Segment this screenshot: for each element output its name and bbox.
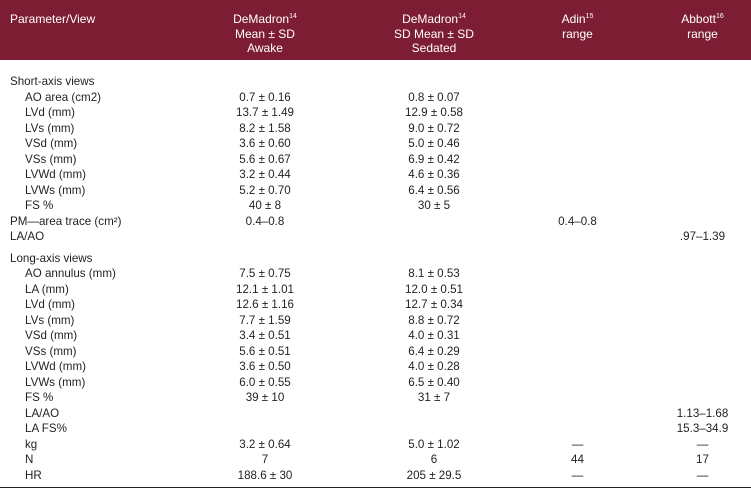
- table-row: [0, 406, 751, 422]
- cell-awake: 8.2 ± 1.58: [239, 121, 291, 135]
- section-heading: Long-axis views: [10, 251, 93, 265]
- row-label: AO annulus (mm): [25, 267, 116, 280]
- cell-sedated: 12.0 ± 0.51: [405, 282, 463, 296]
- header-source-name: Adin: [561, 12, 586, 26]
- header-line-2: range: [562, 26, 593, 41]
- row-label: kg: [25, 437, 38, 451]
- cell-sedated: 4.0 ± 0.31: [408, 329, 460, 342]
- cell-sedated: 6.9 ± 0.42: [408, 152, 460, 166]
- table-row: [0, 437, 751, 453]
- cell-sedated: 6.4 ± 0.29: [408, 344, 460, 358]
- table-bottom-rule: [0, 487, 751, 488]
- cell-awake: 3.6 ± 0.50: [239, 360, 291, 373]
- cell-awake: 39 ± 10: [245, 391, 285, 404]
- header-line-1: [190, 12, 340, 27]
- row-label: VSd (mm): [25, 329, 78, 342]
- header-reference: 15: [585, 13, 594, 20]
- cell-awake: 13.7 ± 1.49: [236, 106, 294, 119]
- cell-awake: 7.5 ± 0.75: [239, 267, 291, 280]
- header-source-name: Abbott: [681, 12, 716, 26]
- section-heading-row: [0, 251, 751, 267]
- header-adin-range: [540, 12, 615, 41]
- cell-adin: 0.4–0.8: [558, 214, 597, 228]
- row-label: LVWs (mm): [25, 375, 86, 389]
- cell-awake: 7: [261, 453, 269, 466]
- header-source-name: DeMadron: [402, 12, 459, 26]
- row-label: VSs (mm): [25, 152, 77, 166]
- cell-abbott: 15.3–34.9: [676, 422, 729, 435]
- cell-adin: 44: [571, 453, 584, 466]
- table-row: [0, 297, 751, 313]
- header-line-2: range: [687, 26, 718, 41]
- cell-sedated: 12.7 ± 0.34: [405, 298, 463, 311]
- table-row: [0, 152, 751, 168]
- header-demadron-sedated: [359, 12, 509, 56]
- cell-awake: 6.0 ± 0.55: [239, 375, 291, 389]
- table-row: [0, 214, 751, 230]
- table-row: [0, 452, 751, 468]
- table-row: [0, 313, 751, 329]
- table-row: [0, 105, 751, 121]
- table-row: [0, 359, 751, 375]
- row-label: FS %: [25, 199, 54, 212]
- header-line-1: [665, 12, 740, 27]
- row-label: LVs (mm): [25, 313, 75, 327]
- cell-sedated: 6: [430, 453, 438, 466]
- cell-sedated: 9.0 ± 0.72: [408, 121, 460, 135]
- row-label: VSd (mm): [25, 137, 78, 150]
- row-label: LVWs (mm): [25, 183, 86, 197]
- header-line-2: Mean ± SD: [235, 26, 295, 41]
- row-label: LA/AO: [10, 230, 45, 243]
- row-label: LA/AO: [25, 406, 60, 420]
- header-line-2: SD Mean ± SD: [394, 26, 474, 41]
- cell-adin: —: [571, 468, 584, 482]
- row-label: LVs (mm): [25, 121, 75, 135]
- table-row: [0, 468, 751, 484]
- row-label: PM—area trace (cm²): [10, 214, 122, 228]
- header-demadron-awake: [190, 12, 340, 56]
- cell-awake: 188.6 ± 30: [237, 468, 293, 482]
- table-row: [0, 136, 751, 152]
- cell-sedated: 8.8 ± 0.72: [408, 313, 460, 327]
- cell-sedated: 4.6 ± 0.36: [408, 168, 460, 181]
- cell-awake: 12.6 ± 1.16: [236, 298, 294, 311]
- cell-adin: —: [571, 437, 584, 451]
- table-row: [0, 421, 751, 437]
- header-source-name: DeMadron: [233, 12, 290, 26]
- cell-awake: 3.2 ± 0.44: [239, 168, 291, 181]
- cell-sedated: 5.0 ± 1.02: [408, 437, 460, 451]
- cell-sedated: 6.4 ± 0.56: [408, 183, 460, 197]
- table-row: [0, 328, 751, 344]
- cell-awake: 5.2 ± 0.70: [239, 183, 291, 197]
- cell-awake: 5.6 ± 0.67: [239, 152, 291, 166]
- row-label: VSs (mm): [25, 344, 77, 358]
- cell-sedated: 205 ± 29.5: [406, 468, 462, 482]
- cell-awake: 0.4–0.8: [245, 214, 285, 228]
- header-parameter-view: [10, 12, 95, 27]
- header-line-1: [359, 12, 509, 27]
- table-row: [0, 282, 751, 298]
- table-row: [0, 266, 751, 282]
- row-label: AO area (cm2): [25, 90, 102, 104]
- table-row: [0, 90, 751, 106]
- section-heading-row: [0, 74, 751, 90]
- header-reference: 14: [458, 13, 466, 20]
- row-label: LVWd (mm): [25, 360, 86, 373]
- header-reference: 14: [289, 13, 297, 20]
- row-label: LA FS%: [25, 422, 67, 435]
- table-body: [0, 74, 751, 483]
- row-label: LA (mm): [25, 282, 69, 296]
- table-row: [0, 167, 751, 183]
- row-label: LVd (mm): [25, 106, 76, 119]
- cell-sedated: 30 ± 5: [417, 199, 451, 212]
- table-row: [0, 344, 751, 360]
- cell-sedated: 4.0 ± 0.28: [408, 360, 460, 373]
- table-row: [0, 375, 751, 391]
- cell-awake: 3.2 ± 0.64: [239, 437, 291, 451]
- header-line-1: [540, 12, 615, 27]
- cell-sedated: 0.8 ± 0.07: [408, 90, 460, 104]
- row-label: HR: [25, 468, 42, 482]
- cell-awake: 5.6 ± 0.51: [239, 344, 291, 358]
- header-line-3: Awake: [247, 41, 283, 55]
- header-line-3: Sedated: [411, 41, 457, 55]
- cell-sedated: 5.0 ± 0.46: [408, 137, 460, 150]
- cell-abbott: —: [696, 437, 709, 451]
- header-reference: 16: [715, 13, 724, 20]
- table-row: [0, 183, 751, 199]
- cell-awake: 3.6 ± 0.60: [239, 137, 291, 150]
- cell-awake: 12.1 ± 1.01: [236, 282, 294, 296]
- cell-sedated: 6.5 ± 0.40: [408, 375, 460, 389]
- row-label: FS %: [25, 391, 54, 404]
- row-label: LVd (mm): [25, 298, 76, 311]
- cell-awake: 3.4 ± 0.51: [239, 329, 291, 342]
- cell-sedated: 12.9 ± 0.58: [405, 106, 463, 119]
- cell-awake: 0.7 ± 0.16: [239, 90, 291, 104]
- cell-abbott: —: [696, 468, 709, 482]
- table-row: [0, 390, 751, 406]
- cell-abbott: 17: [696, 453, 709, 466]
- header-parameter-label: Parameter/View: [10, 12, 96, 26]
- table-row: [0, 121, 751, 137]
- cell-abbott: .97–1.39: [679, 230, 726, 243]
- row-label: LVWd (mm): [25, 168, 86, 181]
- table-row: [0, 229, 751, 245]
- cell-sedated: 8.1 ± 0.53: [408, 267, 460, 280]
- header-abbott-range: [665, 12, 740, 41]
- row-label: N: [25, 453, 34, 466]
- cell-sedated: 31 ± 7: [417, 391, 451, 404]
- cell-awake: 7.7 ± 1.59: [239, 313, 291, 327]
- table-header: [0, 0, 751, 60]
- cell-awake: 40 ± 8: [248, 199, 282, 212]
- section-heading: Short-axis views: [10, 75, 95, 88]
- table-row: [0, 198, 751, 214]
- cell-abbott: 1.13–1.68: [676, 406, 729, 420]
